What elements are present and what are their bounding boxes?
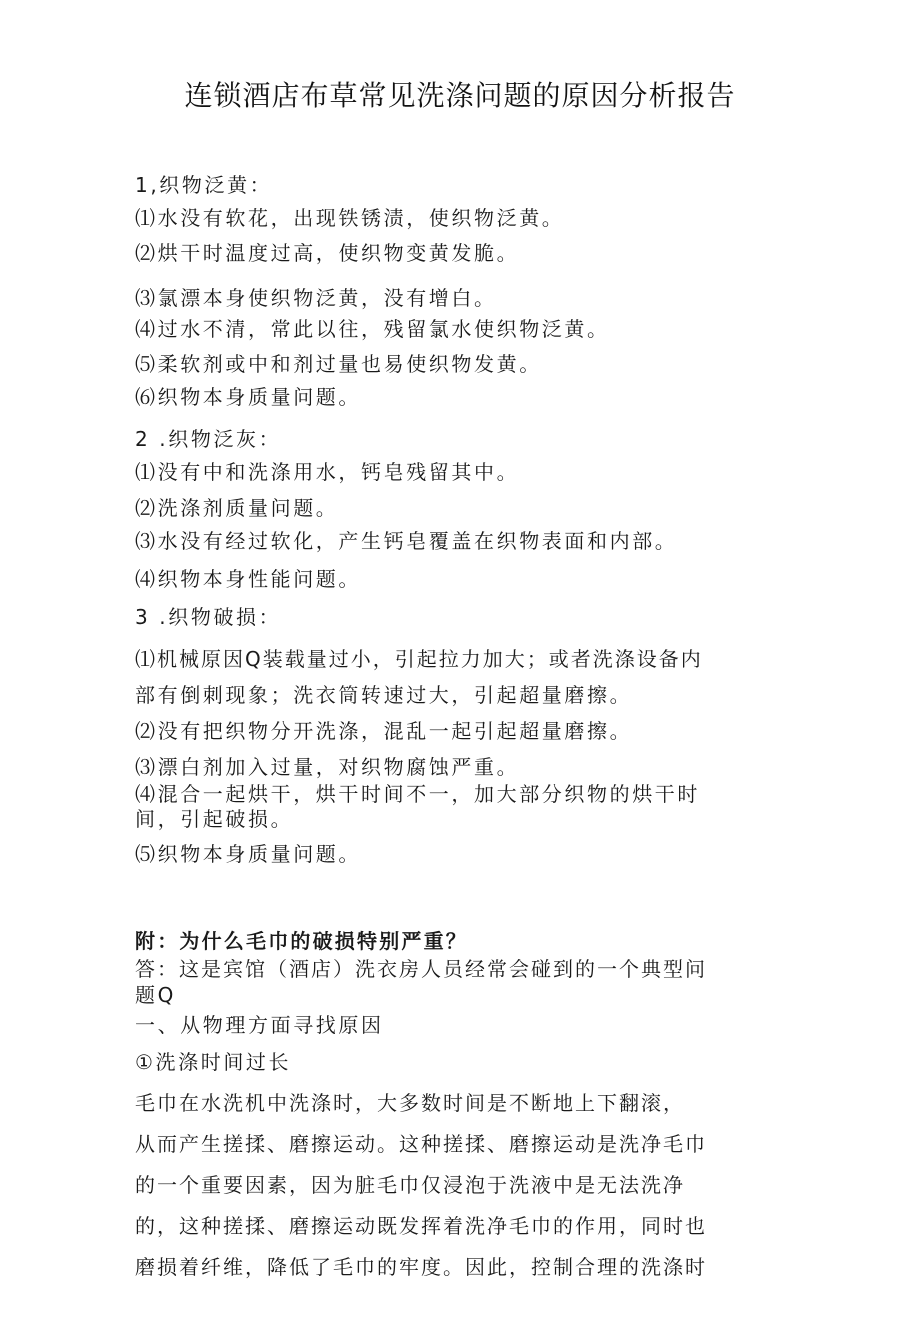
list-item: ⑵洗涤剂质量问题。 xyxy=(135,496,339,520)
list-item: ⑶氯漂本身使织物泛黄，没有增白。 xyxy=(135,286,497,310)
paragraph-line: 毛巾在水洗机中洗涤时，大多数时间是不断地上下翻滚， xyxy=(135,1091,685,1115)
section-heading: 1,织物泛黄： xyxy=(135,173,273,197)
list-item: ⑶水没有经过软化，产生钙皂覆盖在织物表面和内部。 xyxy=(135,529,678,553)
section-heading: 2 .织物泛灰： xyxy=(135,427,282,451)
list-item: ⑸织物本身质量问题。 xyxy=(135,842,361,866)
list-item: ⑷混合一起烘干，烘干时间不一，加大部分织物的烘干时 xyxy=(135,782,700,806)
list-item: 部有倒刺现象；洗衣筒转速过大，引起超量磨擦。 xyxy=(135,683,633,707)
paragraph-line: 的一个重要因素，因为脏毛巾仅浸泡于洗液中是无法洗净 xyxy=(135,1173,685,1197)
list-item: ⑹织物本身质量问题。 xyxy=(135,385,361,409)
list-item: ⑶漂白剂加入过量，对织物腐蚀严重。 xyxy=(135,755,520,779)
paragraph-line: 的，这种搓揉、磨擦运动既发挥着洗净毛巾的作用，同时也 xyxy=(135,1214,707,1238)
list-item: ⑵烘干时温度过高，使织物变黄发脆。 xyxy=(135,241,520,265)
list-item: ⑴没有中和洗涤用水，钙皂残留其中。 xyxy=(135,460,520,484)
appendix-answer-line: 答：这是宾馆（酒店）洗衣房人员经常会碰到的一个典型问 xyxy=(135,957,707,981)
list-item: ⑷过水不清，常此以往，残留氯水使织物泛黄。 xyxy=(135,317,610,341)
appendix-point: ①洗涤时间过长 xyxy=(135,1050,292,1074)
list-item: ⑷织物本身性能问题。 xyxy=(135,567,361,591)
list-item: ⑴水没有软花，出现铁锈渍，使织物泛黄。 xyxy=(135,206,565,230)
list-item: ⑴机械原因Q装载量过小，引起拉力加大；或者洗涤设备内 xyxy=(135,647,703,671)
list-item: 间，引起破损。 xyxy=(135,807,294,831)
appendix-question: 附：为什么毛巾的破损特别严重？ xyxy=(135,929,468,953)
page-title: 连锁酒店布草常见洗涤问题的原因分析报告 xyxy=(184,79,736,112)
section-heading: 3 .织物破损： xyxy=(135,605,282,629)
appendix-subheading: 一、从物理方面寻找原因 xyxy=(135,1013,384,1037)
list-item: ⑵没有把织物分开洗涤，混乱一起引起超量磨擦。 xyxy=(135,719,633,743)
paragraph-line: 磨损着纤维，降低了毛巾的牢度。因此，控制合理的洗涤时 xyxy=(135,1255,707,1279)
appendix-answer-line: 题Q xyxy=(135,983,176,1007)
paragraph-line: 从而产生搓揉、磨擦运动。这种搓揉、磨擦运动是洗净毛巾 xyxy=(135,1132,707,1156)
list-item: ⑸柔软剂或中和剂过量也易使织物发黄。 xyxy=(135,352,542,376)
